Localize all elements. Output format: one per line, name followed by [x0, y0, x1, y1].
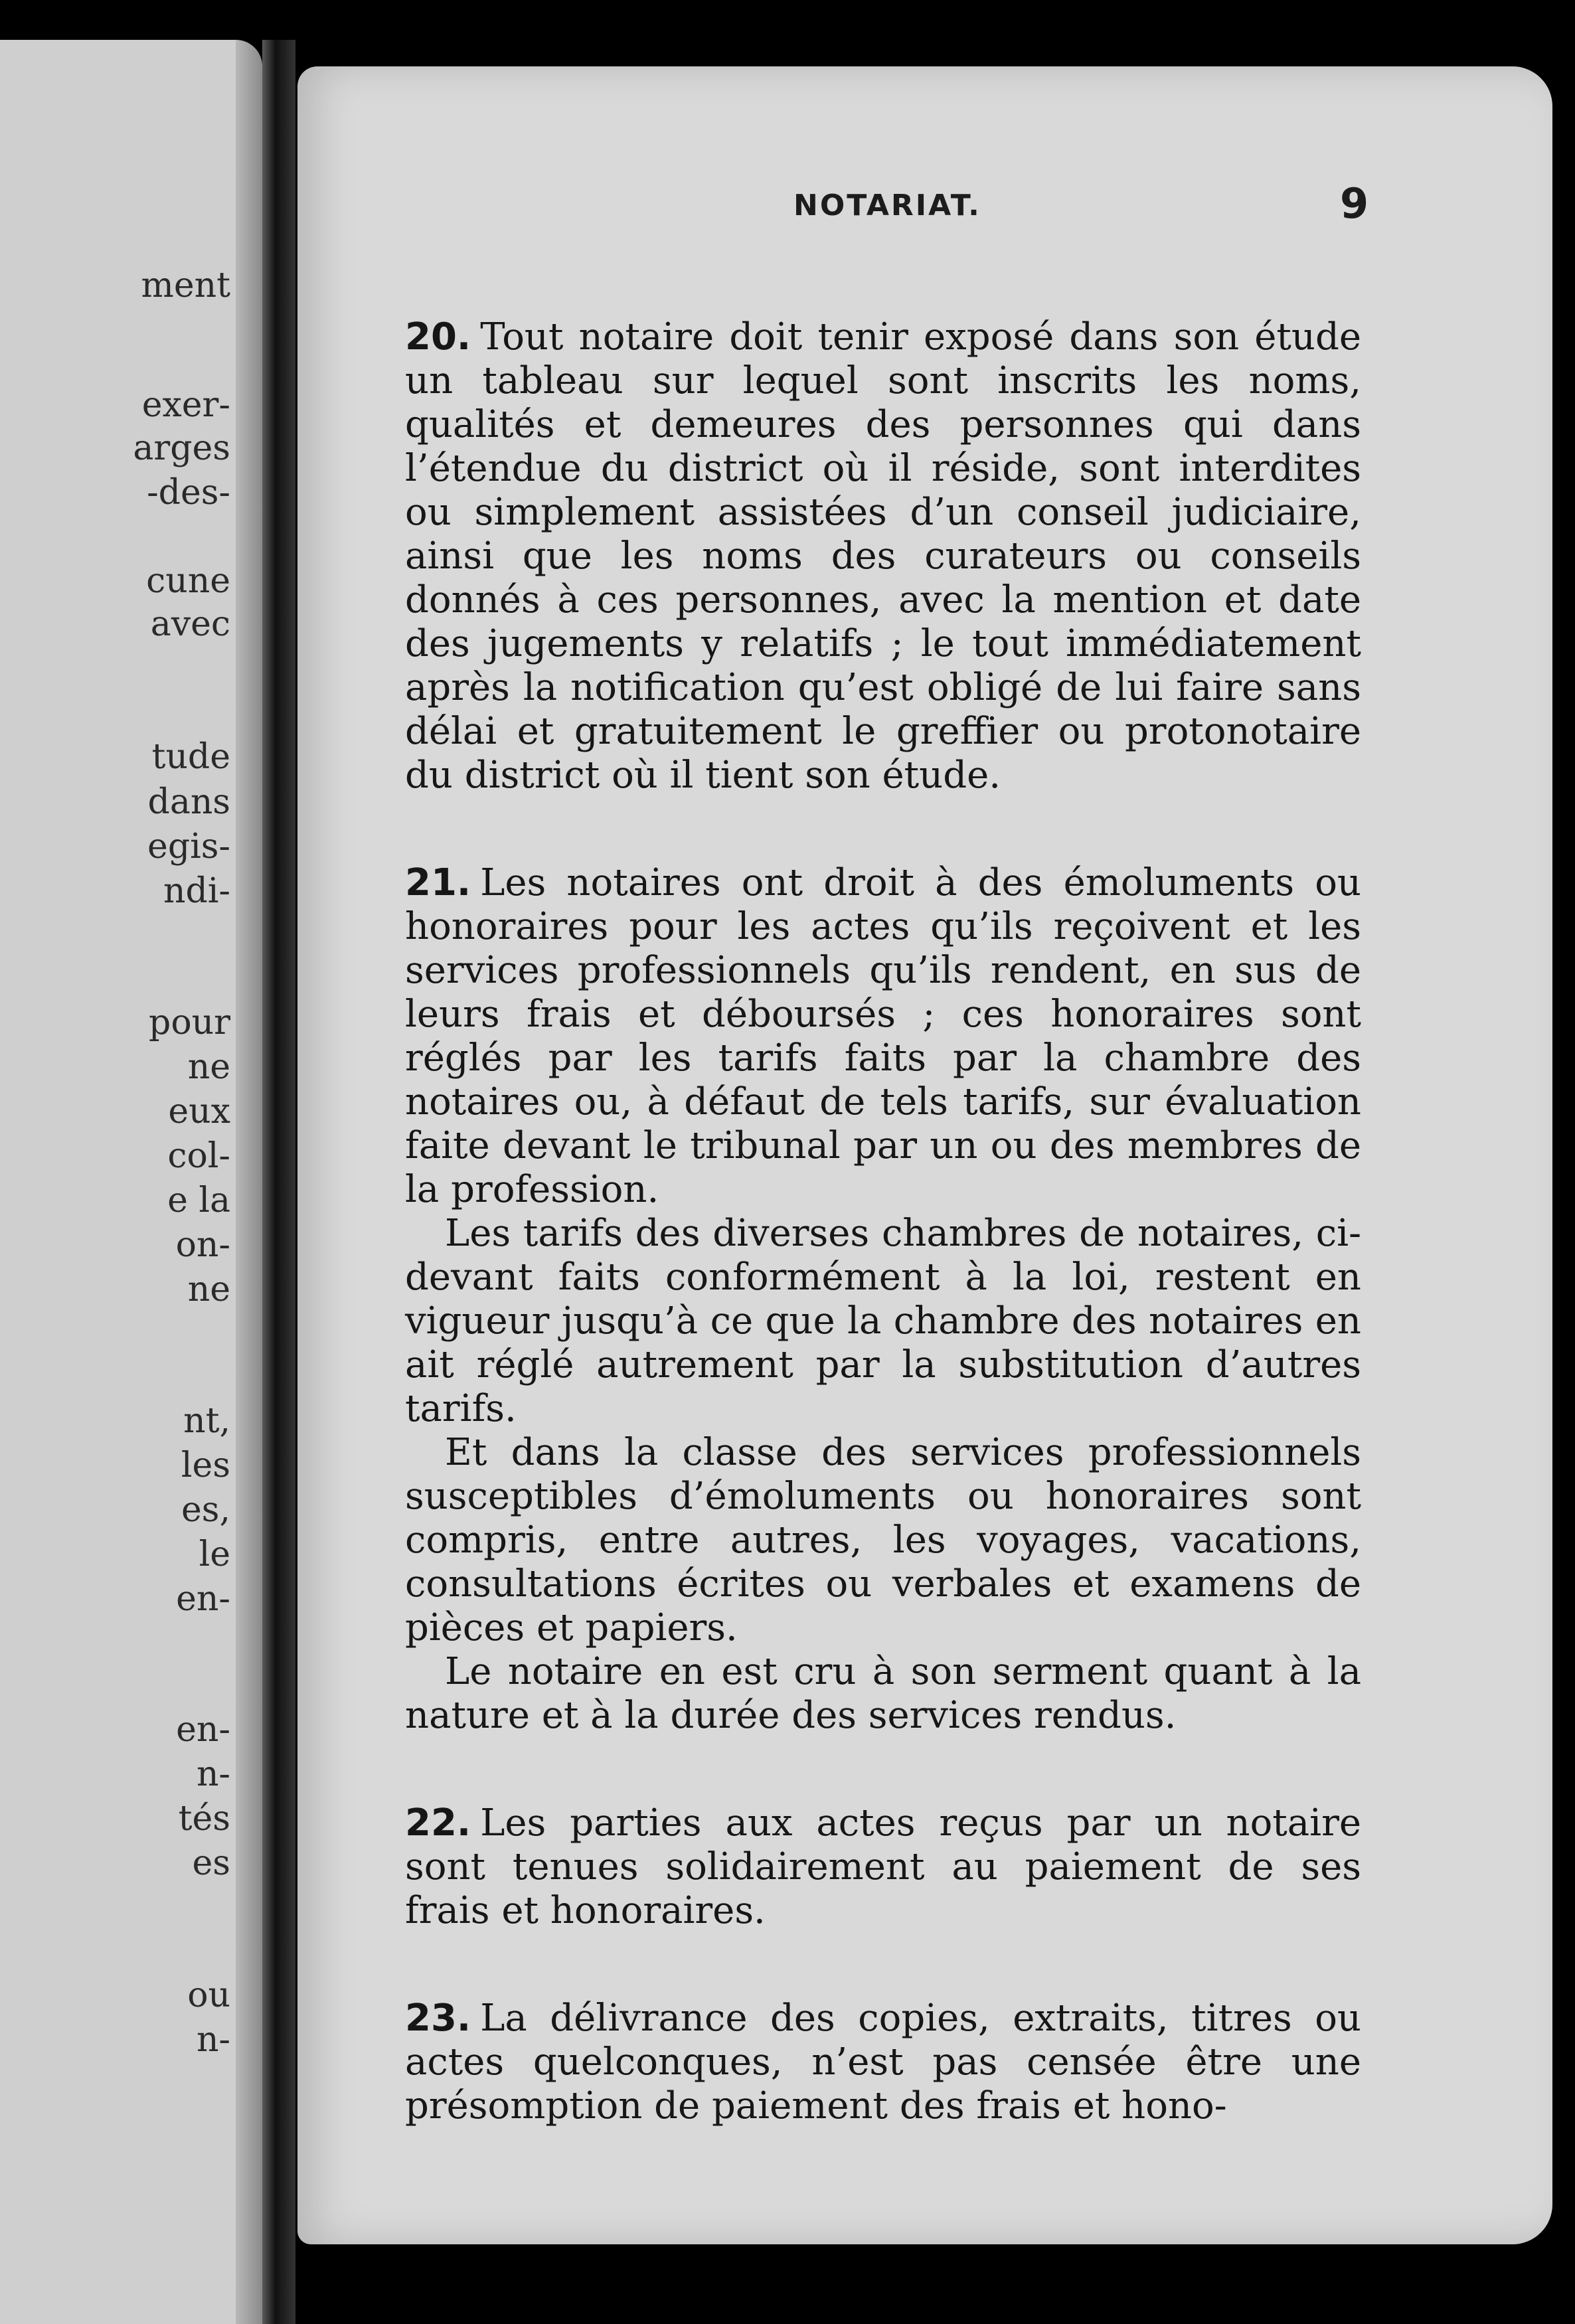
- previous-page-fragment: ne: [187, 1270, 230, 1309]
- article-paragraph: [405, 861, 1361, 1212]
- previous-page-fragment: en-: [176, 1710, 230, 1750]
- previous-page-fragment: en-: [176, 1579, 230, 1619]
- article-paragraph: [405, 1997, 1361, 2128]
- page-number: 9: [1340, 179, 1369, 228]
- previous-page-fragment: avec: [150, 604, 230, 644]
- previous-page-fragment: egis-: [147, 827, 230, 867]
- previous-page: [0, 40, 262, 2324]
- previous-page-fragment: ndi-: [163, 871, 230, 911]
- article-22: [405, 1801, 1361, 1933]
- article-number: 23.: [405, 1997, 471, 2040]
- paragraph-text: La délivrance des copies, extraits, titres ou actes quelconques, n’est pas censée être une présomption de paiement des frais et hono-: [405, 1997, 1361, 2127]
- previous-page-fragment: ou: [187, 1975, 230, 2015]
- paragraph-text: Les parties aux actes reçus par un notaire sont tenues solidairement au paiement de ses frais et honoraires.: [405, 1801, 1361, 1932]
- previous-page-fragment: es: [192, 1843, 230, 1883]
- previous-page-fragment: ne: [187, 1047, 230, 1087]
- previous-page-fragment: eux: [168, 1092, 230, 1131]
- article-23: [405, 1997, 1361, 2128]
- article-20: [405, 315, 1361, 797]
- previous-page-fragment: nt,: [183, 1401, 230, 1441]
- page-gutter: [236, 40, 262, 2324]
- previous-page-fragment: dans: [147, 782, 230, 822]
- article-number: 21.: [405, 861, 471, 904]
- previous-page-fragment: arges: [133, 428, 230, 468]
- previous-page-fragment: le: [199, 1535, 230, 1574]
- previous-page-fragment: pour: [149, 1003, 230, 1042]
- article-paragraph: [405, 1801, 1361, 1933]
- book-spine: [262, 40, 295, 2324]
- paragraph-text: Tout notaire doit tenir exposé dans son étude un tableau sur lequel sont inscrits les noms, qualités et demeures des personnes qui dans l’étendue du district où il réside, sont interdites ou simplement assistées d’un conseil judiciaire, ainsi que les noms des curateurs ou conseils donnés à ces personnes, avec la mention et date des jugements y relatifs ; le tout immédiatement après la notification qu’est obligé de lui faire sans délai et gratuitement le greffier ou protonotaire du district où il tient son étude.: [405, 315, 1361, 797]
- previous-page-fragment: exer-: [141, 385, 230, 425]
- article-paragraph: [405, 315, 1361, 797]
- previous-page-fragment: tés: [178, 1799, 230, 1839]
- article-21: [405, 861, 1361, 1738]
- previous-page-fragment: les: [181, 1446, 230, 1485]
- previous-page-fragment: tude: [151, 737, 230, 777]
- article-number: 20.: [405, 315, 471, 359]
- previous-page-fragment: n-: [196, 1754, 230, 1794]
- article-paragraph: Le notaire en est cru à son serment quant à la nature et à la durée des services rendus.: [405, 1650, 1361, 1737]
- article-paragraph: Et dans la classe des services professionnels susceptibles d’émoluments ou honoraires sont compris, entre autres, les voyages, vacations, consultations écrites ou verbales et examens de pièces et papiers.: [405, 1431, 1361, 1649]
- previous-page-fragment: n-: [196, 2020, 230, 2060]
- previous-page-fragment: es,: [181, 1490, 230, 1530]
- previous-page-fragment: cune: [146, 561, 230, 601]
- article-paragraph: Les tarifs des diverses chambres de notaires, ci-devant faits conformément à la loi, restent en vigueur jusqu’à ce que la chambre des notaires en ait réglé autrement par la substitution d’autres tarifs.: [405, 1212, 1361, 1430]
- previous-page-fragment: -des-: [147, 473, 230, 513]
- previous-page-fragment: on-: [175, 1225, 230, 1265]
- article-number: 22.: [405, 1801, 471, 1845]
- previous-page-fragment: e la: [167, 1181, 230, 1220]
- paragraph-text: Les notaires ont droit à des émoluments ou honoraires pour les actes qu’ils reçoivent et les services professionnels qu’ils rendent, en sus de leurs frais et déboursés ; ces honoraires sont réglés par les tarifs faits par la chambre des notaires ou, à défaut de tels tarifs, sur évaluation faite devant le tribunal par un ou des membres de la profession.: [405, 861, 1361, 1211]
- previous-page-fragment: ment: [141, 266, 230, 305]
- running-head: NOTARIAT.: [793, 189, 981, 222]
- previous-page-fragment: col-: [167, 1136, 230, 1176]
- page-body: [405, 315, 1361, 2192]
